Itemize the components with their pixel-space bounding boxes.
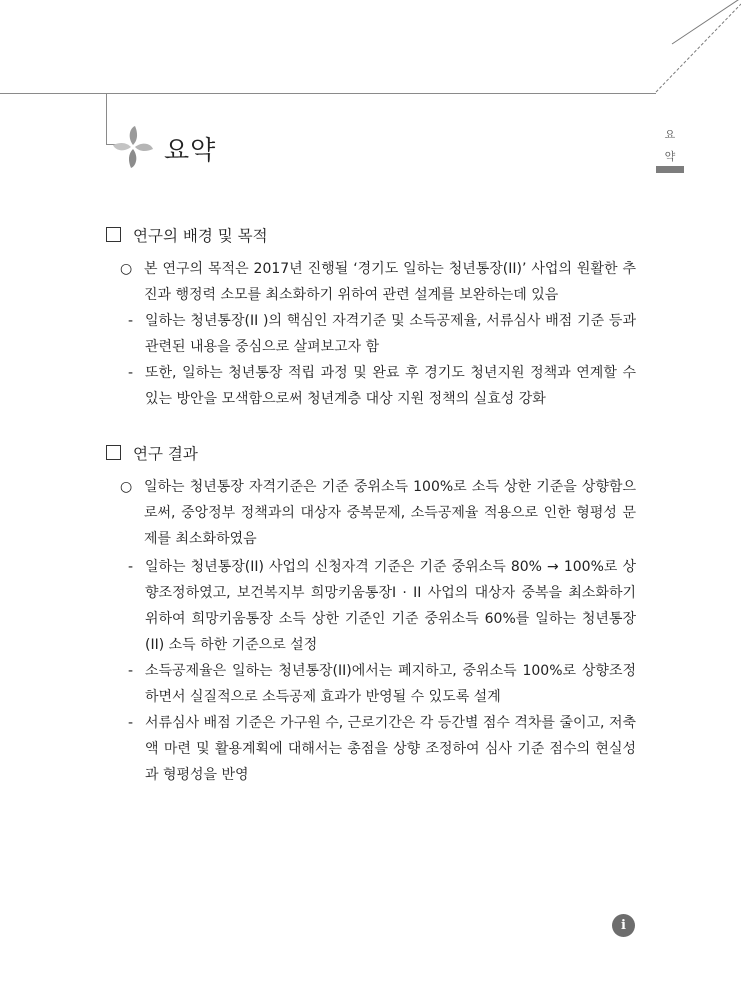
section-heading-text: 연구의 배경 및 목적 bbox=[133, 227, 268, 245]
list-item-text: 일하는 청년통장(II )의 핵심인 자격기준 및 소득공제율, 서류심사 배점 기준 등과 관련된 내용을 중심으로 살펴보고자 함 bbox=[145, 313, 636, 355]
list-item-text: 서류심사 배점 기준은 가구원 수, 근로기간은 각 등간별 점수 격차를 줄이고, 저축액 마련 및 활용계획에 대해서는 총점을 상향 조정하여 심사 기준 점수의 현실성과 형평성을 반영 bbox=[145, 715, 636, 783]
list-item bbox=[120, 256, 636, 308]
corner-fold-decoration bbox=[0, 0, 741, 100]
list-item bbox=[128, 360, 636, 412]
section-heading-background bbox=[106, 224, 268, 246]
title-bracket-line bbox=[106, 94, 107, 144]
list-item-text: 일하는 청년통장 자격기준은 기준 중위소득 100%로 소득 상한 기준을 상향함으로써, 중앙정부 정책과의 대상자 중복문제, 소득공제율 적용으로 인한 형평성 문제를 최소화하였음 bbox=[144, 479, 636, 547]
list-item bbox=[128, 710, 636, 788]
header-rule bbox=[0, 93, 656, 94]
section-heading-text: 연구 결과 bbox=[133, 445, 198, 463]
side-tab-char-2: 약 bbox=[664, 150, 676, 163]
dash-bullet-icon: - bbox=[128, 559, 134, 575]
circle-bullet-icon: ○ bbox=[120, 261, 133, 277]
list-item-text: 본 연구의 목적은 2017년 진행될 ‘경기도 일하는 청년통장(II)’ 사업의 원활한 추진과 행정력 소모를 최소화하기 위하여 관련 설계를 보완하는데 있음 bbox=[144, 261, 636, 303]
side-tab-char-1: 요 bbox=[664, 128, 676, 141]
list-item-text: 일하는 청년통장(II) 사업의 신청자격 기준은 기준 중위소득 80% → 100%로 상향조정하였고, 보건복지부 희망키움통장I · II 사업의 대상자 중복을 최소화하기 위하여 희망키움통장 소득 상한 기준인 기준 중위소득 60%를 일하는 청년통장(II) 소득 하한 기준으로 설정 bbox=[145, 559, 636, 653]
checkbox-square-icon bbox=[106, 445, 121, 460]
leaf-ornament-icon bbox=[111, 126, 155, 168]
page-title: 요약 bbox=[164, 136, 217, 166]
list-item bbox=[128, 658, 636, 710]
list-item bbox=[120, 474, 636, 552]
dash-bullet-icon: - bbox=[128, 313, 134, 329]
side-tab-marker bbox=[656, 166, 684, 173]
list-item bbox=[128, 554, 636, 658]
checkbox-square-icon bbox=[106, 227, 121, 242]
page-number-badge: i bbox=[612, 914, 635, 937]
section-heading-results bbox=[106, 442, 198, 464]
side-tab-label bbox=[660, 124, 680, 168]
list-item-text: 또한, 일하는 청년통장 적립 과정 및 완료 후 경기도 청년지원 정책과 연계할 수 있는 방안을 모색함으로써 청년계층 대상 지원 정책의 실효성 강화 bbox=[145, 365, 636, 407]
list-item-text: 소득공제율은 일하는 청년통장(II)에서는 폐지하고, 중위소득 100%로 상향조정하면서 실질적으로 소득공제 효과가 반영될 수 있도록 설계 bbox=[145, 663, 636, 705]
circle-bullet-icon: ○ bbox=[120, 479, 133, 495]
dash-bullet-icon: - bbox=[128, 715, 134, 731]
list-item bbox=[128, 308, 636, 360]
dash-bullet-icon: - bbox=[128, 663, 134, 679]
dash-bullet-icon: - bbox=[128, 365, 134, 381]
